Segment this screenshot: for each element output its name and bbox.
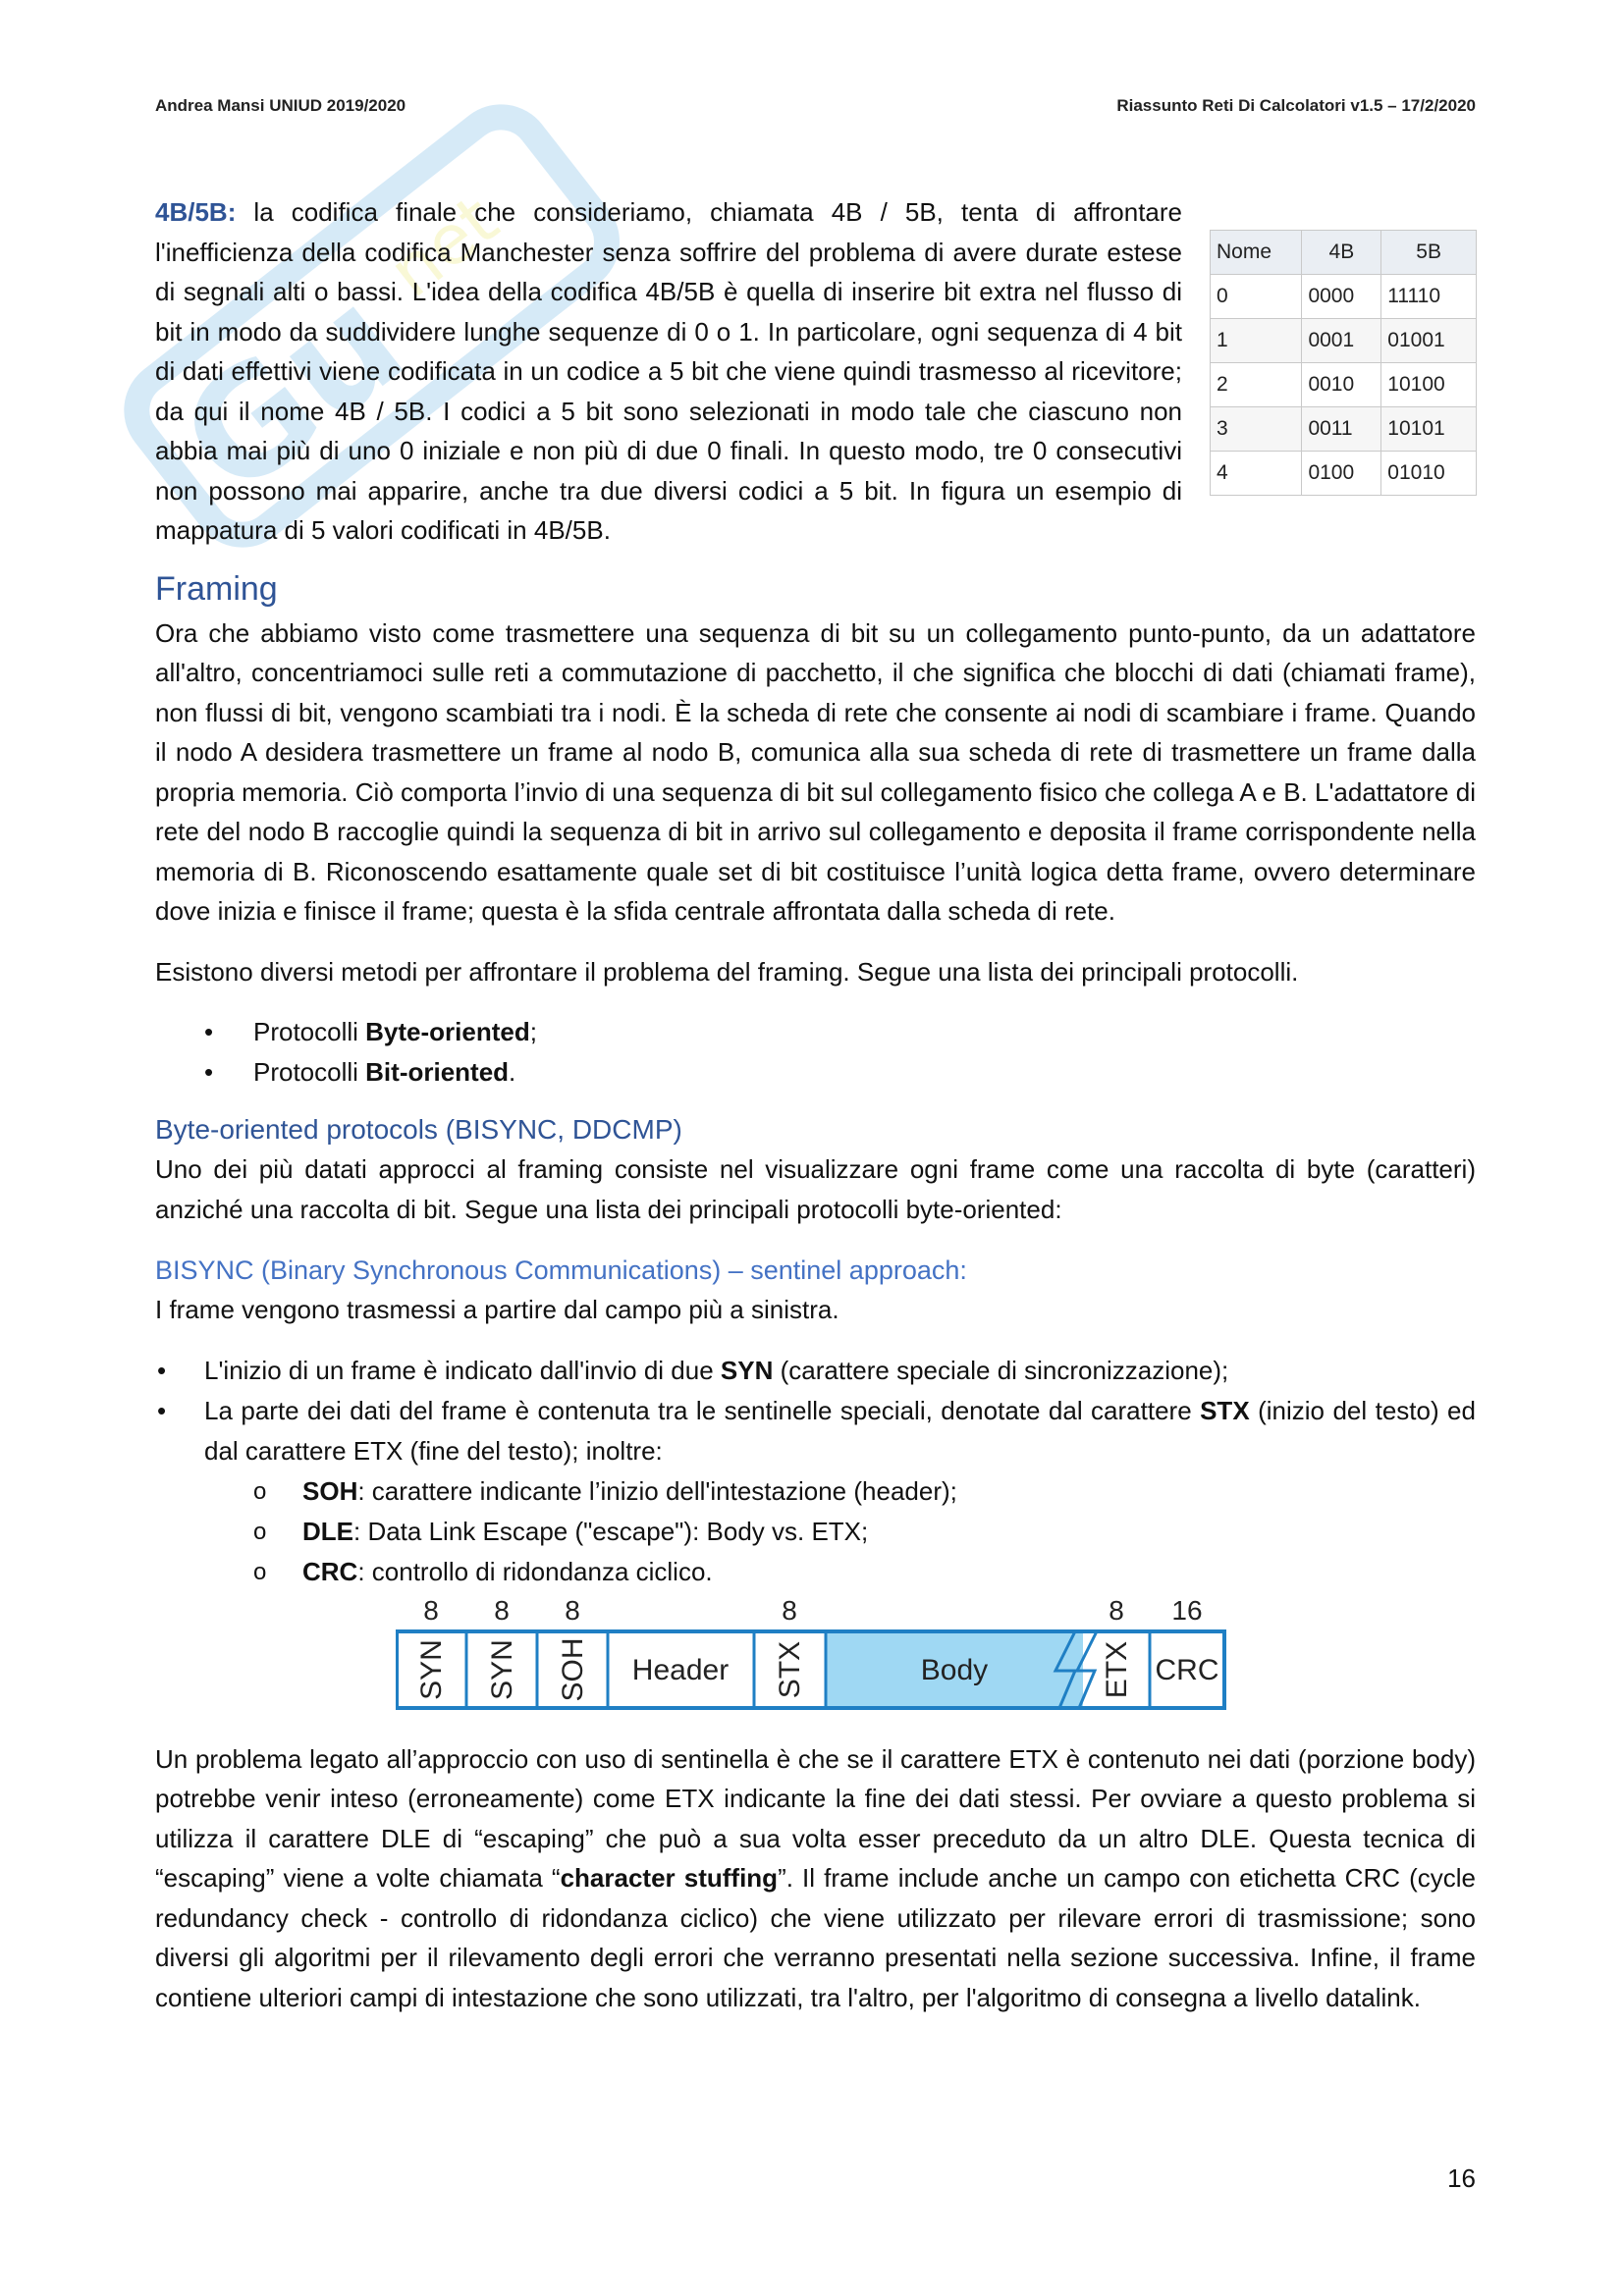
table-cell: 0 bbox=[1211, 275, 1302, 319]
paragraph-text: Un problema legato all’approccio con uso di sentinella è che se il carattere ETX è contenuto nei dati (porzione body) potrebbe venir inteso (erroneamente) come ETX indicante la fine dei dati stessi. Per ovviare a questo problema si utilizza il carattere DLE di “escaping” che può a sua volta esser preceduto da un altro DLE. Questa tecnica di “escaping” viene a volte chiamata “ bbox=[155, 1743, 1476, 1893]
frame-field-label: STX bbox=[774, 1640, 806, 1698]
table-cell: 01010 bbox=[1381, 452, 1477, 496]
frame-field-size-label: 8 bbox=[565, 1594, 580, 1626]
bisync-frame-diagram bbox=[396, 1594, 1230, 1712]
table-header-cell: 5B bbox=[1381, 231, 1477, 275]
table-cell: 0011 bbox=[1302, 407, 1381, 452]
sub-item-bold: DLE bbox=[302, 1516, 353, 1546]
table-cell: 0000 bbox=[1302, 275, 1381, 319]
list-item-text: Protocolli bbox=[253, 1017, 366, 1046]
table-header-cell: 4B bbox=[1302, 231, 1381, 275]
table-cell: 3 bbox=[1211, 407, 1302, 452]
table-cell: 4 bbox=[1211, 452, 1302, 496]
list-item-bold: Byte-oriented bbox=[365, 1017, 530, 1046]
frame-field-label: Header bbox=[631, 1653, 730, 1686]
sub-item-text: : controllo di ridondanza ciclico. bbox=[357, 1556, 713, 1586]
frame-field-size-label: 8 bbox=[1109, 1594, 1124, 1626]
list-item-bold: Bit-oriented bbox=[365, 1057, 510, 1087]
list-item-text: . bbox=[509, 1057, 516, 1087]
intro-text: la codifica finale che consideriamo, chiamata 4B / 5B, tenta di affrontare l'inefficienza della codifica Manchester senza soffrire del problema di avere durate estese di segnali alti o bassi. L'idea della codifica 4B/5B è quella di inserire bit extra nel flusso di bit in modo da suddividere lunghe sequenze di 0 o 1. In particolare, ogni sequenza di 4 bit di dati effettivi viene codificata in un codice a 5 bit che viene quindi trasmesso al ricevitore; da qui il nome 4B / 5B. I codici a 5 bit sono selezionati in modo tale che ciascuno non abbia mai più di uno 0 iniziale e non più di due 0 finali. In questo modo, tre 0 consecutivi non possono mai apparire, anche tra due diversi codici a 5 bit. In figura un esempio di mappatura di 5 valori codificati in 4B/5B. bbox=[155, 197, 1182, 545]
bisync-intro-paragraph: I frame vengono trasmessi a partire dal campo più a sinistra. bbox=[155, 1295, 839, 1324]
list-item-bold: STX bbox=[1200, 1395, 1250, 1425]
list-item-text: (inizio del testo) ed dal carattere ETX (fine del testo); inoltre: bbox=[204, 1395, 1476, 1466]
sub-item-text: : Data Link Escape ("escape"): Body vs. ETX; bbox=[353, 1516, 869, 1546]
section-title-byte-oriented: Byte-oriented protocols (BISYNC, DDCMP) bbox=[155, 1114, 682, 1145]
table-cell: 10101 bbox=[1381, 407, 1477, 452]
sub-item-bold: CRC bbox=[302, 1556, 358, 1586]
framing-paragraph: Ora che abbiamo visto come trasmettere una sequenza di bit su un collegamento punto-punto, da un adattatore all'altro, concentriamoci sulle reti a commutazione di pacchetto, il che significa che blocchi di dati (chiamati frame), non flussi di bit, vengono scambiati tra i nodi. È la scheda di rete che consente ai nodi di scambiare i frame. Quando il nodo A desidera trasmettere un frame al nodo B, comunica alla sua scheda di rete di trasmettere un frame dalla propria memoria. Ciò comporta l’invio di una sequenza di bit sul collegamento fisico che collega A e B. L'adattatore di rete del nodo B raccoglie quindi la sequenza di bit in arrivo sul collegamento e deposita il frame corrispondente nella memoria di B. Riconoscendo esattamente quale set di bit costituisce l’unità logica detta frame, ovvero determinare dove inizia e finisce il frame; questa è la sfida centrale affrontata dalla scheda di rete. bbox=[155, 617, 1476, 926]
list-item-text: (carattere speciale di sincronizzazione); bbox=[773, 1355, 1229, 1385]
frame-field-label: Body bbox=[920, 1653, 989, 1686]
list-item-text: Protocolli bbox=[253, 1057, 366, 1087]
list-item-bold: SYN bbox=[720, 1355, 774, 1385]
paragraph-bold: character stuffing bbox=[560, 1863, 779, 1893]
bisync-list bbox=[155, 1351, 1476, 1592]
frame-format-figure bbox=[396, 1594, 1230, 1712]
list-item bbox=[155, 1351, 1476, 1391]
header-author: Andrea Mansi UNIUD 2019/2020 bbox=[155, 96, 406, 115]
list-item bbox=[155, 1012, 1476, 1052]
table-cell: 01001 bbox=[1381, 319, 1477, 363]
frame-field-label: ETX bbox=[1101, 1640, 1133, 1698]
sub-list-item bbox=[155, 1471, 1476, 1512]
frame-field-size-label: 16 bbox=[1171, 1594, 1203, 1626]
svg-text:net: net bbox=[374, 180, 514, 313]
list-item bbox=[155, 1391, 1476, 1471]
svg-text:Gu: Gu bbox=[151, 255, 435, 530]
page-content bbox=[155, 192, 1476, 2017]
table-cell: 11110 bbox=[1381, 275, 1477, 319]
frame-field-size-label: 8 bbox=[782, 1594, 797, 1626]
table-cell: 2 bbox=[1211, 363, 1302, 407]
table-cell: 1 bbox=[1211, 319, 1302, 363]
term-4b5b: 4B/5B: bbox=[155, 197, 237, 227]
sub-item-bold: SOH bbox=[302, 1475, 358, 1506]
frame-field-label: SOH bbox=[557, 1636, 589, 1702]
list-item-text: L'inizio di un frame è indicato dall'invio di due bbox=[204, 1355, 721, 1385]
frame-field-label: SYN bbox=[415, 1638, 448, 1700]
frame-field-label: CRC bbox=[1155, 1653, 1219, 1686]
sub-list-item bbox=[155, 1512, 1476, 1552]
section-title-framing: Framing bbox=[155, 569, 278, 608]
table-cell: 0010 bbox=[1302, 363, 1381, 407]
list-item bbox=[155, 1052, 1476, 1093]
protocol-list bbox=[155, 1012, 1476, 1093]
sub-list-item bbox=[155, 1552, 1476, 1592]
sub-item-text: : carattere indicante l’inizio dell'intestazione (header); bbox=[357, 1475, 957, 1506]
intro-paragraph bbox=[155, 192, 1182, 551]
table-cell: 0001 bbox=[1302, 319, 1381, 363]
table-cell: 0100 bbox=[1302, 452, 1381, 496]
list-item-text: ; bbox=[529, 1017, 537, 1046]
table-header-cell: Nome bbox=[1211, 231, 1302, 275]
header-doc-title: Riassunto Reti Di Calcolatori v1.5 – 17/2/2020 bbox=[1116, 96, 1476, 115]
character-stuffing-paragraph bbox=[155, 1739, 1476, 2018]
frame-field-size-label: 8 bbox=[494, 1594, 510, 1626]
framing-methods-paragraph: Esistono diversi metodi per affrontare il problema del framing. Segue una lista dei principali protocolli. bbox=[155, 956, 1299, 987]
section-title-bisync: BISYNC (Binary Synchronous Communications) – sentinel approach: bbox=[155, 1255, 967, 1285]
paragraph-text: ”. Il frame include anche un campo con etichetta CRC (cycle redundancy check - controllo di ridondanza ciclico) che viene utilizzato per rilevare errori di trasmissione; sono diversi gli algoritmi per il rilevamento degli errori che verranno presentati nella sezione successiva. Infine, il frame contiene ulteriori campi di intestazione che sono utilizzati, tra l'altro, per l'algoritmo di consegna a livello datalink. bbox=[155, 1863, 1477, 2012]
byte-oriented-paragraph: Uno dei più datati approcci al framing consiste nel visualizzare ogni frame come una raccolta di byte (caratteri) anziché una raccolta di bit. Segue una lista dei principali protocolli byte-oriented: bbox=[155, 1154, 1476, 1224]
frame-field-size-label: 8 bbox=[423, 1594, 439, 1626]
page-header bbox=[155, 96, 1476, 116]
frame-field-label: SYN bbox=[486, 1638, 518, 1700]
table-cell: 10100 bbox=[1381, 363, 1477, 407]
page-number: 16 bbox=[1447, 2163, 1476, 2193]
list-item-text: La parte dei dati del frame è contenuta tra le sentinelle speciali, denotate dal carattere bbox=[204, 1395, 1201, 1425]
